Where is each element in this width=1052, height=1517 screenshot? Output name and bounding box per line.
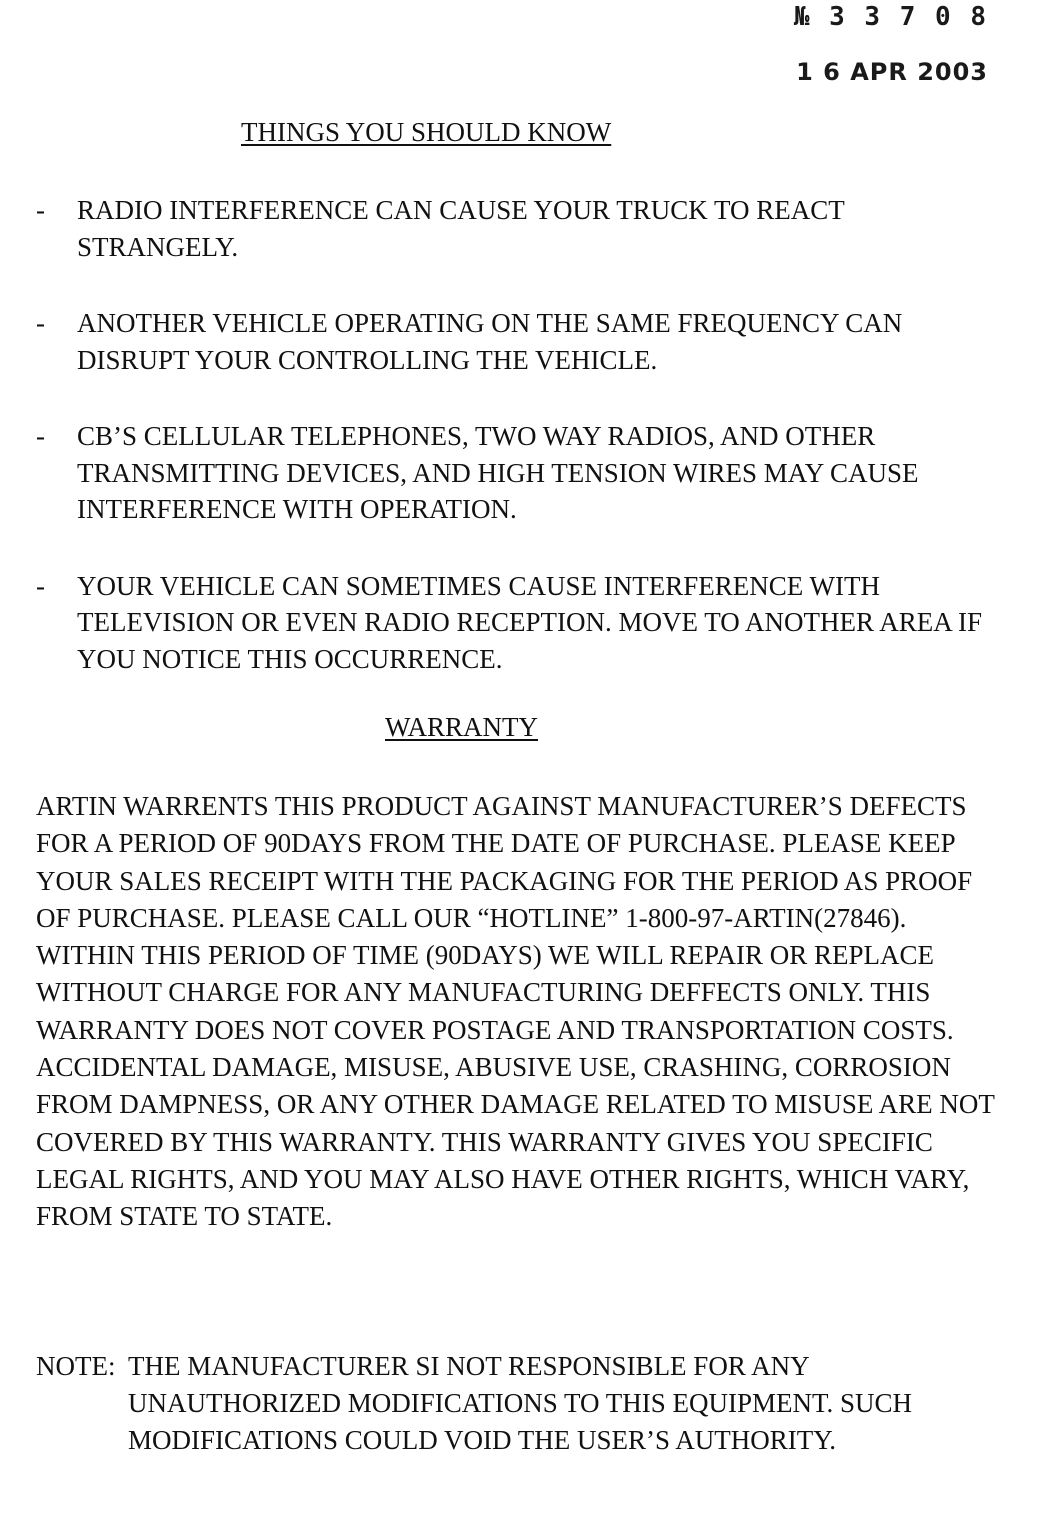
list-item bbox=[36, 192, 996, 265]
note-block bbox=[36, 1348, 996, 1459]
warranty-paragraph: ARTIN WARRENTS THIS PRODUCT AGAINST MANUFACTURER’S DEFECTS FOR A PERIOD OF 90DAYS FROM THE DATE OF PURCHASE. PLEASE KEEP YOUR SALES RECEIPT WITH THE PACKAGING FOR THE PERIOD AS PROOF OF PURCHASE. PLEASE CALL OUR “HOTLINE” 1-800-97-ARTIN(27846). WITHIN THIS PERIOD OF TIME (90DAYS) WE WILL REPAIR OR REPLACE WITHOUT CHARGE FOR ANY MANUFACTURING DEFFECTS ONLY. THIS WARRANTY DOES NOT COVER POSTAGE AND TRANSPORTATION COSTS. ACCIDENTAL DAMAGE, MISUSE, ABUSIVE USE, CRASHING, CORROSION FROM DAMPNESS, OR ANY OTHER DAMAGE RELATED TO MISUSE ARE NOT COVERED BY THIS WARRANTY. THIS WARRANTY GIVES YOU SPECIFIC LEGAL RIGHTS, AND YOU MAY ALSO HAVE OTHER RIGHTS, WHICH VARY, FROM STATE TO STATE. bbox=[36, 791, 995, 1232]
list-item bbox=[36, 568, 996, 678]
note-text: THE MANUFACTURER SI NOT RESPONSIBLE FOR ANY UNAUTHORIZED MODIFICATIONS TO THIS EQUIPMENT. SUCH MODIFICATIONS COULD VOID THE USER’S AUTHORITY. bbox=[128, 1351, 913, 1455]
serial-number-stamp: № 3 3 7 0 8 bbox=[793, 2, 988, 32]
things-you-should-know-heading: THINGS YOU SHOULD KNOW bbox=[241, 117, 612, 147]
bullet-dash: - bbox=[36, 308, 45, 338]
warranty-heading: WARRANTY bbox=[385, 712, 538, 742]
list-item-text: YOUR VEHICLE CAN SOMETIMES CAUSE INTERFERENCE WITH TELEVISION OR EVEN RADIO RECEPTION. MOVE TO ANOTHER AREA IF YOU NOTICE THIS OCCURRENCE. bbox=[77, 570, 982, 674]
list-item bbox=[36, 418, 996, 528]
interference-list bbox=[36, 192, 996, 717]
bullet-dash: - bbox=[36, 195, 45, 225]
bullet-dash: - bbox=[36, 570, 45, 601]
note-label: NOTE: bbox=[36, 1351, 116, 1381]
bullet-dash: - bbox=[36, 421, 45, 451]
list-item-text: ANOTHER VEHICLE OPERATING ON THE SAME FREQUENCY CAN DISRUPT YOUR CONTROLLING THE VEHICLE. bbox=[77, 308, 903, 375]
list-item-text: RADIO INTERFERENCE CAN CAUSE YOUR TRUCK TO REACT STRANGELY. bbox=[77, 195, 845, 262]
list-item-text: CB’S CELLULAR TELEPHONES, TWO WAY RADIOS, AND OTHER TRANSMITTING DEVICES, AND HIGH TENSION WIRES MAY CAUSE INTERFERENCE WITH OPERATION. bbox=[77, 421, 919, 524]
list-item bbox=[36, 305, 996, 378]
date-stamp: 1 6 APR 2003 bbox=[796, 58, 988, 86]
